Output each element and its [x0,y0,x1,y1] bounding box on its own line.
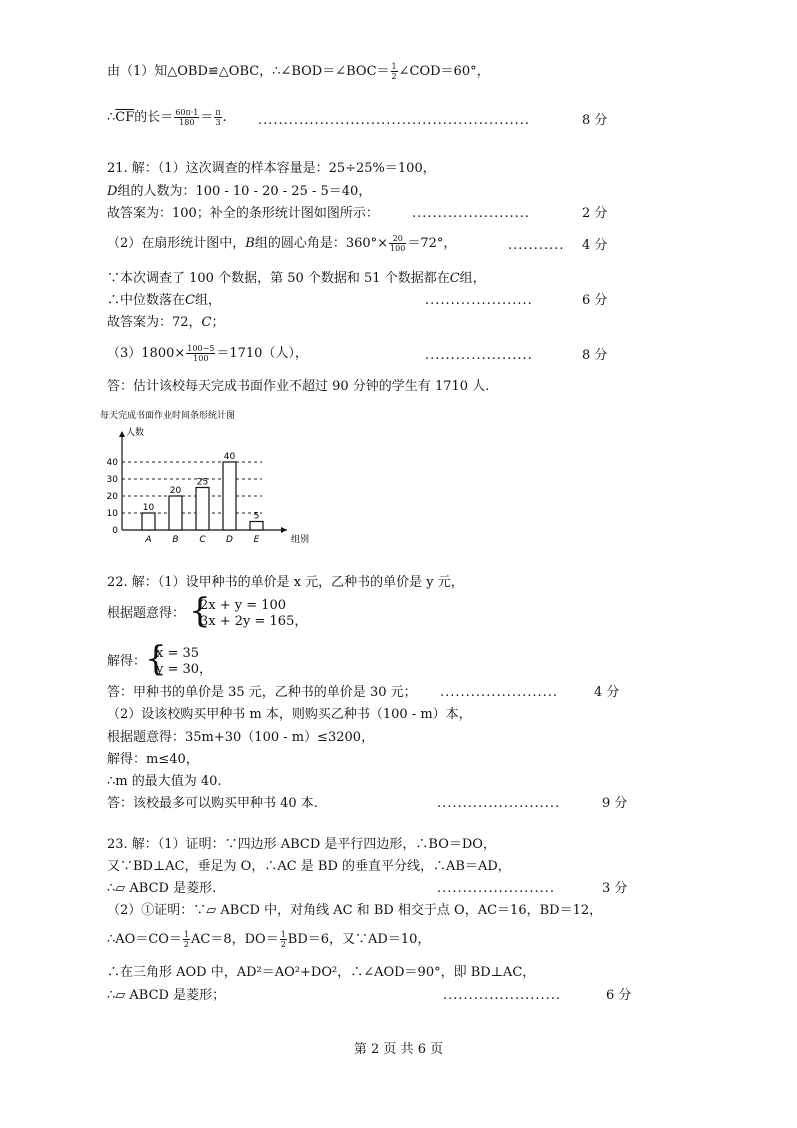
solution-line-1 [107,62,490,81]
line-text: 的长＝ [134,110,174,125]
y-axis-label: 人数 [126,428,145,438]
group-letter: D [107,184,118,199]
score-label: 4 分 [582,238,608,253]
chart-title: 每天完成书面作业时间条形统计图 [100,411,236,421]
q22-line-6: 根据题意得：35m+30（100 - m）≤3200， [107,730,375,745]
x-axis-label: 组别 [291,535,310,545]
score-leader: ....................... [440,685,559,700]
line-text: ， [294,614,308,629]
score-label: 3 分 [602,881,628,896]
q22-answer: 答：该校最多可以购买甲种书 40 本. [107,796,318,811]
data-label: 25 [196,477,209,488]
q23-line-2: 又∵BD⊥AC，垂足为 O，∴AC 是 BD 的垂直平分线，∴AB＝AD， [107,859,511,874]
q23-line-1: 23. 解：（1）证明：∵四边形 ABCD 是平行四边形，∴BO＝DO， [107,837,496,852]
y-tick-label: 10 [106,509,118,519]
equation: y = 30 [156,662,200,677]
q21-line-3: 故答案为：100；补全的条形统计图如图所示： [107,206,379,221]
line-text: ∠COD＝60°， [398,64,490,79]
line-text: （3）1800× [107,346,186,361]
frac-num: 1 [391,62,397,71]
q21-line-8 [107,344,308,363]
score-leader: ....................... [412,206,531,221]
line-text: ＝72°， [407,236,457,251]
q23-line-7: ∴▱ ABCD 是菱形； [107,988,226,1003]
q21-line-7 [107,314,225,332]
fraction [174,108,199,127]
q23-line-4: （2）①证明：∵▱ ABCD 中，对角线 AC 和 BD 相交于点 O，AC＝16，BD＝12， [107,903,603,918]
frac-den: 2 [280,940,286,949]
line-text: AC＝8，DO＝ [191,932,279,947]
frac-num: 1 [280,930,286,939]
group-letter: C [449,271,460,286]
fraction [214,108,221,127]
q22-line-5: （2）设该校购买甲种书 m 本，则购买乙种书（100 - m）本， [107,707,472,722]
equation-system-2 [156,646,212,678]
frac-num: π [215,108,221,117]
frac-den: 100 [390,244,406,253]
line-text: BD＝6，又∵AD＝10， [287,932,431,947]
score-label: 9 分 [602,796,628,811]
score-label: 4 分 [594,685,620,700]
bar-B [169,496,182,530]
score-leader: ........... [508,238,565,253]
score-leader: ........................ [437,796,561,811]
brace-symbol: { [189,591,211,631]
bar-C [196,488,209,531]
frac-den: 2 [183,940,190,949]
frac-num: 100−5 [187,344,215,353]
line-text: （2）在扇形统计图中， [107,236,246,251]
line-text: ＝ [200,110,214,125]
score-label: 2 分 [582,206,608,221]
q22-line-3: 解得： [107,654,147,669]
score-leader: ..................................................... [258,113,531,128]
frac-den: 180 [179,118,195,127]
line-text: 由（1）知△OBD≌△OBC，∴∠BOD＝∠BOC＝ [107,64,390,79]
data-label: 10 [142,503,155,513]
frac-den: 3 [215,118,221,127]
chart-bars [142,452,263,545]
frac-num: 60π·1 [175,108,199,117]
fraction [389,234,406,253]
equation: 2x + y = 100 [200,598,287,613]
page-footer: 第 2 页 共 6 页 [353,1042,444,1057]
brace-symbol: { [145,639,167,679]
score-leader: ..................... [425,348,533,363]
x-axis-arrow [281,527,287,533]
y-tick-label: 40 [106,458,118,468]
frac-den: 2 [391,72,397,81]
line-text: ∴AO＝CO＝ [107,932,182,947]
q21-line-1: 21. 解：（1）这次调查的样本容量是：25÷25%＝100， [107,161,436,176]
score-leader: ....................... [443,988,562,1003]
category-label: E [253,535,260,545]
q21-line-6 [107,292,221,310]
category-label: A [145,535,152,545]
line-text: 组， [194,293,221,308]
frac-num: 20 [389,234,406,244]
line-text: ∴中位数落在 [107,293,186,308]
score-leader: ..................... [425,293,533,308]
score-label: 8 分 [582,113,608,128]
score-leader: ....................... [437,881,556,896]
line-text: 组， [459,271,486,286]
bar-A [142,513,155,530]
equation: x = 35 [156,646,200,661]
fraction [391,62,398,81]
frac-den: 100 [193,354,209,363]
line-text: ＝1710（人）， [216,346,308,361]
score-label: 6 分 [606,988,632,1003]
q22-line-4: 答：甲种书的单价是 35 元，乙种书的单价是 30 元； [107,685,417,700]
group-letter: C [201,315,212,330]
y-axis-arrow [119,431,125,437]
fraction [183,930,190,949]
q22-line-2: 根据题意得： [107,606,186,621]
y-tick-label: 30 [106,475,118,485]
solution-line-2 [107,108,227,127]
line-text: ， [199,662,213,677]
fraction [280,930,287,949]
score-label: 6 分 [582,293,608,308]
equation: 3x + 2y = 165 [200,614,295,629]
q23-line-3: ∴▱ ABCD 是菱形. [107,881,217,896]
bar-E [250,522,263,531]
data-label: 40 [223,452,236,462]
line-text: ∴ [107,110,116,125]
group-letter: B [245,236,255,251]
line-text: ∵本次调查了 100 个数据，第 50 个数据和 51 个数据都在 [107,271,450,286]
group-letter: C [185,293,195,308]
line-text: . [222,110,227,125]
equation-system-1 [200,598,307,630]
y-tick-label: 0 [112,526,118,536]
category-label: C [199,535,206,545]
line-text: 故答案为：72， [107,315,202,330]
category-label: B [172,535,179,545]
line-text: 组的圆心角是：360°× [254,236,389,251]
fraction [186,344,215,363]
frac-num: 1 [183,930,190,939]
q22-line-7: 解得：m≤40， [107,752,199,767]
q23-line-5 [107,930,430,949]
q21-line-4 [107,234,456,253]
bar-D [223,462,236,530]
line-text: ； [211,315,225,330]
q21-line-5 [107,270,486,288]
bar-chart [100,411,320,558]
q21-answer: 答：估计该校每天完成书面作业不超过 90 分钟的学生有 1710 人. [107,379,490,394]
line-text: 组的人数为：100 - 10 - 20 - 25 - 5＝40， [117,184,372,199]
data-label: 5 [253,511,260,522]
q23-line-6: ∴在三角形 AOD 中，AD²＝AO²+DO²，∴∠AOD＝90°，即 BD⊥AC， [107,965,536,980]
data-label: 20 [169,486,182,496]
arc-label: $\overline{CF}$ [115,110,135,125]
q22-line-1: 22. 解：（1）设甲种书的单价是 x 元，乙种书的单价是 y 元， [107,575,464,590]
category-label: D [226,535,233,545]
q22-line-8: ∴m 的最大值为 40. [107,774,222,789]
score-label: 8 分 [582,348,608,363]
q21-line-2 [107,183,371,201]
y-tick-label: 20 [106,492,118,502]
